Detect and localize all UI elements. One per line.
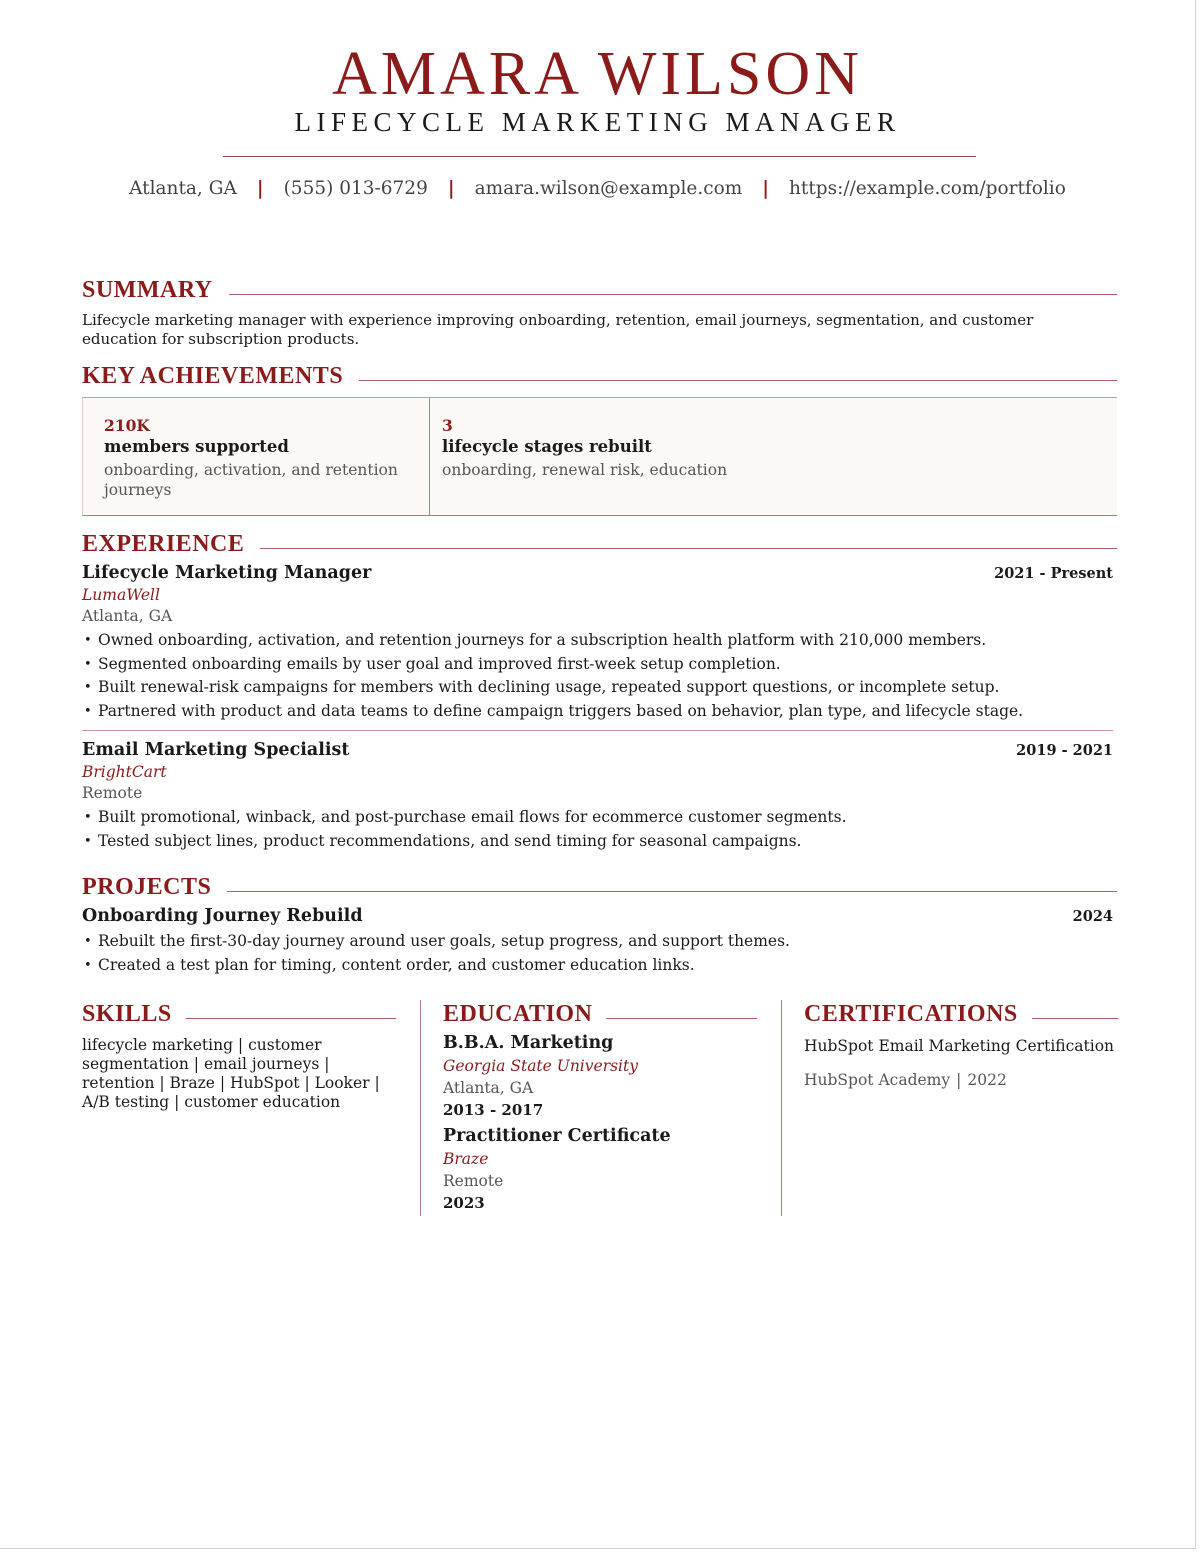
entry-header bbox=[82, 739, 1113, 762]
candidate-role: LIFECYCLE MARKETING MANAGER bbox=[294, 107, 901, 137]
project-bullet: • Rebuilt the first-30-day journey around user goals, setup progress, and support themes. bbox=[82, 930, 1113, 954]
summary-heading bbox=[82, 276, 1117, 304]
entry-header bbox=[82, 562, 1113, 585]
job-bullet: • Tested subject lines, product recommendations, and send timing for seasonal campaigns. bbox=[82, 830, 1113, 854]
certification-separator: | bbox=[956, 1071, 962, 1089]
achievement-card bbox=[429, 398, 1117, 515]
job-bullet: • Built renewal-risk campaigns for members with declining usage, repeated support questions, or incomplete setup. bbox=[82, 676, 1113, 700]
contact-separator: | bbox=[256, 178, 264, 199]
achievement-label: members supported bbox=[104, 437, 289, 456]
job-date: 2021 - Present bbox=[994, 565, 1113, 582]
contact-portfolio-link[interactable]: https://example.com/portfolio bbox=[788, 178, 1066, 199]
degree-title: B.B.A. Marketing bbox=[443, 1033, 614, 1053]
entry-divider bbox=[82, 730, 1113, 731]
job-location: Atlanta, GA bbox=[82, 607, 173, 625]
certifications-column bbox=[804, 1000, 1118, 1090]
education-date: 2023 bbox=[443, 1194, 485, 1212]
job-company: LumaWell bbox=[82, 586, 160, 604]
certification-name: HubSpot Email Marketing Certification bbox=[804, 1037, 1115, 1055]
project-date: 2024 bbox=[1072, 908, 1113, 925]
project-bullets bbox=[82, 930, 1113, 977]
contact-email[interactable]: amara.wilson@example.com bbox=[474, 178, 743, 199]
experience-entry bbox=[82, 739, 1113, 853]
experience-heading bbox=[82, 530, 1117, 558]
column-divider bbox=[420, 1000, 421, 1216]
contact-separator: | bbox=[447, 178, 455, 199]
certification-meta bbox=[804, 1070, 1118, 1090]
experience-title: EXPERIENCE bbox=[82, 531, 245, 557]
achievement-value: 210K bbox=[104, 416, 150, 435]
certifications-title: CERTIFICATIONS bbox=[804, 1001, 1018, 1027]
certifications-heading bbox=[804, 1000, 1118, 1028]
job-title: Email Marketing Specialist bbox=[82, 740, 350, 760]
project-bullet: • Created a test plan for timing, content order, and customer education links. bbox=[82, 954, 1113, 978]
achievement-label: lifecycle stages rebuilt bbox=[442, 437, 652, 456]
job-date: 2019 - 2021 bbox=[1016, 742, 1113, 759]
experience-entry bbox=[82, 562, 1113, 723]
summary-text: Lifecycle marketing manager with experience improving onboarding, retention, email journeys, segmentation, and customer education for subscription products. bbox=[82, 311, 1034, 348]
contact-bar bbox=[0, 175, 1195, 203]
section-rule bbox=[260, 548, 1117, 549]
degree-title: Practitioner Certificate bbox=[443, 1126, 671, 1146]
school-location: Atlanta, GA bbox=[443, 1079, 534, 1097]
header-divider bbox=[223, 156, 976, 157]
achievement-value: 3 bbox=[442, 416, 453, 435]
contact-separator: | bbox=[762, 178, 769, 199]
entry-header bbox=[82, 905, 1113, 928]
job-bullets bbox=[82, 806, 1113, 853]
achievements-box bbox=[82, 397, 1117, 516]
job-bullet: • Segmented onboarding emails by user goal and improved first-week setup completion. bbox=[82, 653, 1113, 677]
section-rule bbox=[227, 891, 1117, 892]
education-entry bbox=[443, 1031, 757, 1121]
skills-list: lifecycle marketing | customer segmentation | email journeys | retention | Braze | HubSpot | Looker | A/B testing | customer education bbox=[82, 1036, 380, 1111]
job-bullet: • Owned onboarding, activation, and retention journeys for a subscription health platform with 210,000 members. bbox=[82, 629, 1113, 653]
job-title: Lifecycle Marketing Manager bbox=[82, 563, 372, 583]
contact-location: Atlanta, GA bbox=[129, 178, 237, 199]
certification-issuer: HubSpot Academy bbox=[804, 1071, 951, 1089]
achievement-detail: onboarding, renewal risk, education bbox=[442, 461, 728, 479]
education-heading bbox=[443, 1000, 757, 1028]
section-rule bbox=[186, 1018, 396, 1019]
job-bullets bbox=[82, 629, 1113, 723]
job-bullet: • Partnered with product and data teams to define campaign triggers based on behavior, plan type, and lifecycle stage. bbox=[82, 700, 1113, 724]
contact-phone[interactable]: (555) 013-6729 bbox=[283, 178, 428, 199]
column-divider bbox=[781, 1000, 782, 1216]
section-rule bbox=[606, 1018, 757, 1019]
school-name: Braze bbox=[443, 1150, 489, 1168]
candidate-name: AMARA WILSON bbox=[332, 40, 863, 108]
job-bullet: • Built promotional, winback, and post-purchase email flows for ecommerce customer segments. bbox=[82, 806, 1113, 830]
education-title: EDUCATION bbox=[443, 1001, 593, 1027]
education-entry bbox=[443, 1124, 757, 1214]
achievements-heading bbox=[82, 362, 1117, 390]
achievement-detail: onboarding, activation, and retention journeys bbox=[104, 461, 398, 499]
skills-heading bbox=[82, 1000, 396, 1028]
education-date: 2013 - 2017 bbox=[443, 1101, 544, 1119]
certification-year: 2022 bbox=[967, 1071, 1007, 1089]
skills-title: SKILLS bbox=[82, 1001, 172, 1027]
skills-column bbox=[82, 1000, 396, 1112]
section-rule bbox=[359, 380, 1117, 381]
projects-title: PROJECTS bbox=[82, 874, 212, 900]
achievement-card bbox=[83, 398, 429, 515]
education-column bbox=[443, 1000, 757, 1214]
job-location: Remote bbox=[82, 784, 143, 802]
project-entry bbox=[82, 905, 1113, 977]
school-location: Remote bbox=[443, 1172, 504, 1190]
job-company: BrightCart bbox=[82, 763, 167, 781]
section-rule bbox=[229, 294, 1117, 295]
achievements-title: KEY ACHIEVEMENTS bbox=[82, 363, 344, 389]
section-rule bbox=[1032, 1018, 1118, 1019]
school-name: Georgia State University bbox=[443, 1057, 638, 1075]
projects-heading bbox=[82, 873, 1117, 901]
summary-title: SUMMARY bbox=[82, 277, 213, 303]
project-title: Onboarding Journey Rebuild bbox=[82, 906, 363, 926]
